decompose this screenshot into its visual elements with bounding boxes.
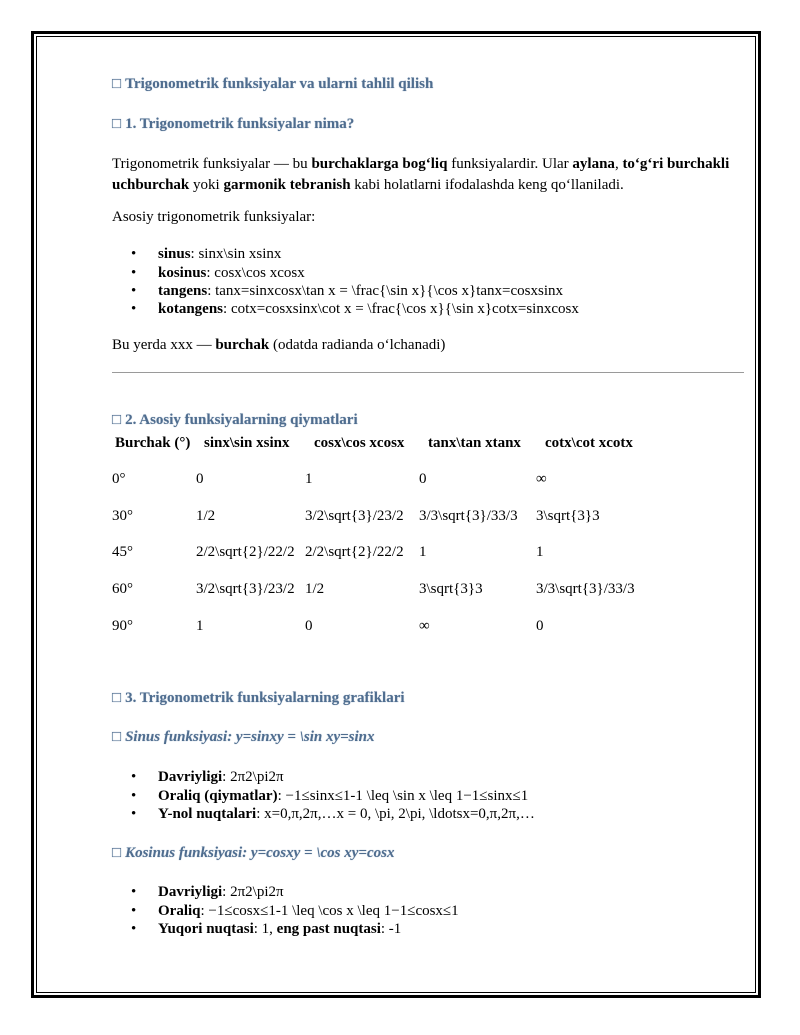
table-header: tanx\tan xtanx: [428, 435, 521, 451]
table-cell: 3\sqrt{3}3: [536, 508, 600, 524]
section1-note: Bu yerda xxx — burchak (odatda radianda o‘lchanadi): [112, 337, 446, 353]
list-item: • Davriyligi: 2π2\pi2π: [158, 769, 284, 786]
table-cell: 3/2\sqrt{3}/23/2: [196, 581, 295, 597]
table-header: Burchak (°): [115, 435, 191, 451]
table-cell: 45°: [112, 544, 133, 560]
section1-list-title: Asosiy trigonometrik funksiyalar:: [112, 209, 316, 225]
table-header: cotx\cot xcotx: [545, 435, 633, 451]
table-cell: 2/2\sqrt{2}/22/2: [305, 544, 404, 560]
section2-title: □ 2. Asosiy funksiyalarning qiymatlari: [112, 412, 358, 428]
placeholder-glyph-icon: □: [112, 845, 122, 861]
table-cell: 1: [196, 618, 204, 634]
list-item: • Oraliq: −1≤cosx≤1-1 \leq \cos x \leq 1−1≤cosx≤1: [158, 903, 459, 920]
sinus-subtitle: □ Sinus funksiyasi: y=sinxy = \sin xy=sinx: [112, 729, 375, 745]
placeholder-glyph-icon: □: [112, 690, 122, 706]
placeholder-glyph-icon: □: [112, 76, 122, 92]
placeholder-glyph-icon: □: [112, 116, 122, 132]
table-cell: ∞: [536, 471, 547, 487]
horizontal-divider: [112, 372, 744, 373]
kosinus-subtitle: □ Kosinus funksiyasi: y=cosxy = \cos xy=cosx: [112, 845, 395, 861]
table-cell: 60°: [112, 581, 133, 597]
list-item: • tangens: tanx=sinxcosx\tan x = \frac{\sin x}{\cos x}tanx=cosxsinx: [158, 283, 563, 300]
table-cell: 3\sqrt{3}3: [419, 581, 483, 597]
table-cell: 90°: [112, 618, 133, 634]
table-cell: 1/2: [196, 508, 216, 524]
table-cell: 0°: [112, 471, 126, 487]
table-header: cosx\cos xcosx: [314, 435, 405, 451]
table-cell: 3/3\sqrt{3}/33/3: [419, 508, 518, 524]
list-item: • Davriyligi: 2π2\pi2π: [158, 884, 284, 901]
table-cell: 2/2\sqrt{2}/22/2: [196, 544, 295, 560]
table-header: sinx\sin xsinx: [204, 435, 290, 451]
placeholder-glyph-icon: □: [112, 729, 122, 745]
list-item: • kotangens: cotx=cosxsinx\cot x = \frac{\cos x}{\sin x}cotx=sinxcosx: [158, 301, 579, 318]
section3-title: □ 3. Trigonometrik funksiyalarning grafiklari: [112, 690, 405, 706]
table-cell: 0: [419, 471, 427, 487]
section1-intro: Trigonometrik funksiyalar — bu burchaklarga bog‘liq funksiyalardir. Ular aylana, to‘g‘ri burchakli uchburchak yoki garmonik tebranish kabi holatlarni ifodalashda keng qo‘llaniladi.: [112, 156, 730, 193]
table-cell: 0: [536, 618, 544, 634]
table-cell: 30°: [112, 508, 133, 524]
list-item: • kosinus: cosx\cos xcosx: [158, 265, 305, 282]
section1-title: □ 1. Trigonometrik funksiyalar nima?: [112, 116, 355, 132]
table-cell: 1/2: [305, 581, 325, 597]
table-cell: 1: [536, 544, 544, 560]
table-cell: 3/3\sqrt{3}/33/3: [536, 581, 635, 597]
table-cell: 0: [196, 471, 204, 487]
table-cell: 0: [305, 618, 313, 634]
placeholder-glyph-icon: □: [112, 412, 122, 428]
table-cell: 3/2\sqrt{3}/23/2: [305, 508, 404, 524]
list-item: • Yuqori nuqtasi: 1, eng past nuqtasi: -1: [158, 921, 401, 938]
table-cell: 1: [305, 471, 313, 487]
list-item: • Y-nol nuqtalari: x=0,π,2π,…x = 0, \pi, 2\pi, \ldotsx=0,π,2π,…: [158, 806, 535, 823]
main-heading: □ Trigonometrik funksiyalar va ularni tahlil qilish: [112, 76, 434, 92]
list-item: • Oraliq (qiymatlar): −1≤sinx≤1-1 \leq \sin x \leq 1−1≤sinx≤1: [158, 788, 528, 805]
table-cell: ∞: [419, 618, 430, 634]
list-item: • sinus: sinx\sin xsinx: [158, 246, 281, 263]
table-cell: 1: [419, 544, 427, 560]
